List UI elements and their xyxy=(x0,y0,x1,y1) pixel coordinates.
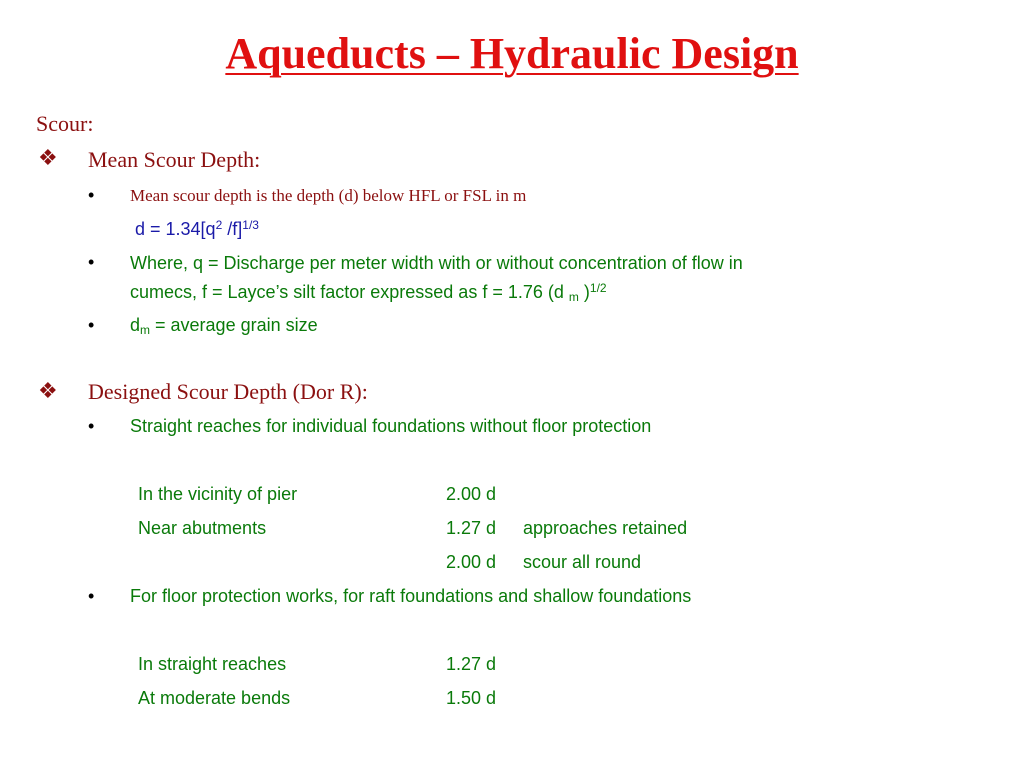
formula-sup-2: 2 xyxy=(215,218,223,232)
bullet-dot-icon: • xyxy=(88,315,95,335)
scour-heading: Scour: xyxy=(36,111,94,136)
table1-label: Near abutments xyxy=(138,518,267,538)
table1-note: approaches retained xyxy=(523,518,688,538)
diamond-bullet-icon: ❖ xyxy=(38,145,58,170)
diamond-bullet-icon: ❖ xyxy=(38,378,58,403)
grain-sub-m: m xyxy=(140,323,151,337)
floor-protection-bullet: For floor protection works, for raft foundations and shallow foundations xyxy=(130,586,692,606)
where-line-1: Where, q = Discharge per meter width with or without concentration of flow in xyxy=(130,253,743,273)
formula-prefix: d = 1.34[q xyxy=(135,219,216,239)
mean-scour-definition: Mean scour depth is the depth (d) below HFL or FSL in m xyxy=(130,186,527,205)
grain-rest: = average grain size xyxy=(150,315,318,335)
table1-value: 1.27 d xyxy=(446,518,497,538)
formula-mid: /f] xyxy=(222,219,243,239)
bullet-dot-icon: • xyxy=(88,416,95,436)
table2-value: 1.27 d xyxy=(446,654,497,674)
table1-value: 2.00 d xyxy=(446,484,497,504)
bullet-dot-icon: • xyxy=(88,586,95,606)
where-paren: ) xyxy=(578,282,590,302)
where-line-2-text: cumecs, f = Layce’s silt factor expressed as f = 1.76 (d xyxy=(130,282,564,302)
straight-reaches-bullet: Straight reaches for individual foundations without floor protection xyxy=(130,416,652,436)
mean-scour-heading: Mean Scour Depth: xyxy=(88,147,261,172)
bullet-dot-icon: • xyxy=(88,185,95,205)
grain-d: d xyxy=(130,315,141,335)
scour-formula xyxy=(135,218,259,240)
where-sub-m: m xyxy=(568,290,579,304)
where-line-2 xyxy=(130,281,607,304)
table1-label: In the vicinity of pier xyxy=(138,484,298,504)
table2-label: In straight reaches xyxy=(138,654,287,674)
table1-note: scour all round xyxy=(523,552,642,572)
table1-value: 2.00 d xyxy=(446,552,497,572)
where-sup-half: 1/2 xyxy=(589,281,607,295)
table2-value: 1.50 d xyxy=(446,688,497,708)
slide-title: Aqueducts – Hydraulic Design xyxy=(225,29,799,78)
bullet-dot-icon: • xyxy=(88,252,95,272)
table2-label: At moderate bends xyxy=(138,688,291,708)
grain-size-line xyxy=(130,315,318,337)
designed-scour-heading: Designed Scour Depth (Dor R): xyxy=(88,379,368,404)
formula-sup-third: 1/3 xyxy=(242,218,259,232)
